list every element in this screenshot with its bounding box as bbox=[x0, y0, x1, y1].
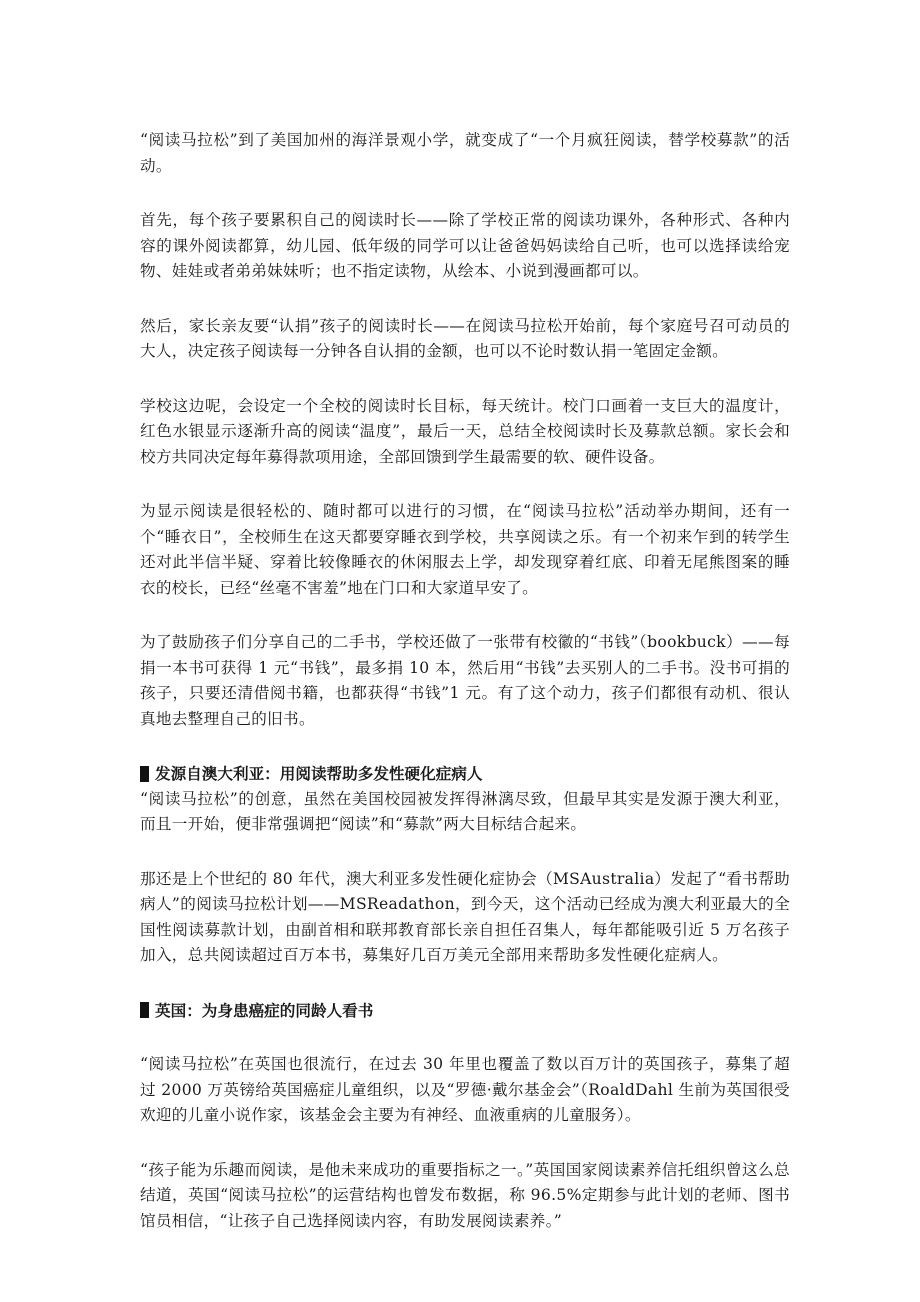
paragraph-intro: “阅读马拉松”到了美国加州的海洋景观小学，就变成了“一个月疯狂阅读，替学校募款”的活动。 bbox=[140, 131, 790, 175]
paragraph-literacy-trust: “孩子能为乐趣而阅读，是他未来成功的重要指标之一。”英国国家阅读素养信托组织曾这么总结道，英国“阅读马拉松”的运营结构也曾发布数据，称 96.5%定期参与此计划的老师、图书馆员相信，“让孩子自己选择阅读内容，有助发展阅读素养。” bbox=[140, 1160, 790, 1230]
paragraph-school-goal: 学校这边呢，会设定一个全校的阅读时长目标，每天统计。校门口画着一支巨大的温度计，红色水银显示逐渐升高的阅读“温度”，最后一天，总结全校阅读时长及募款总额。家长会和校方共同决定每年募得款项用途，全部回馈到学生最需要的软、硬件设备。 bbox=[140, 396, 790, 466]
section-heading-uk bbox=[140, 998, 790, 1024]
section-marker-icon bbox=[140, 766, 149, 782]
paragraph-pajama-day: 为显示阅读是很轻松的、随时都可以进行的习惯，在“阅读马拉松”活动举办期间，还有一个“睡衣日”，全校师生在这天都要穿睡衣到学校，共享阅读之乐。有一个初来乍到的转学生还对此半信半疑、穿着比较像睡衣的休闲服去上学，却发现穿着红底、印着无尾熊图案的睡衣的校长，已经“丝毫不害羞”地在门口和大家道早安了。 bbox=[140, 502, 790, 597]
article-body bbox=[140, 128, 790, 1234]
paragraph-pledge: 然后，家长亲友要“认捐”孩子的阅读时长——在阅读马拉松开始前，每个家庭号召可动员的大人，决定孩子阅读每一分钟各自认捐的金额，也可以不论时数认捐一笔固定金额。 bbox=[140, 316, 790, 360]
paragraph-uk-popularity: “阅读马拉松”在英国也很流行，在过去 30 年里也覆盖了数以百万计的英国孩子，募集了超过 2000 万英镑给英国癌症儿童组织，以及“罗德·戴尔基金会”（RoaldDahl 生前为英国很受欢迎的儿童小说作家，该基金会主要为有神经、血液重病的儿童服务）。 bbox=[140, 1055, 790, 1124]
paragraph-bookbuck: 为了鼓励孩子们分享自己的二手书，学校还做了一张带有校徽的“书钱”（bookbuck）——每捐一本书可获得 1 元“书钱”，最多捐 10 本，然后用“书钱”去买别人的二手书。没书可捐的孩子，只要还清借阅书籍，也都获得“书钱”1 元。有了这个动力，孩子们都很有动机、很认真地去整理自己的旧书。 bbox=[140, 633, 790, 728]
paragraph-reading-time: 首先，每个孩子要累积自己的阅读时长——除了学校正常的阅读功课外，各种形式、各种内容的课外阅读都算，幼儿园、低年级的同学可以让爸爸妈妈读给自己听，也可以选择读给宠物、娃娃或者弟弟妹妹听；也不指定读物，从绘本、小说到漫画都可以。 bbox=[140, 211, 790, 280]
paragraph-origin: “阅读马拉松”的创意，虽然在美国校园被发挥得淋漓尽致，但最早其实是发源于澳大利亚，而且一开始，便非常强调把“阅读”和“募款”两大目标结合起来。 bbox=[140, 789, 790, 833]
section-marker-icon bbox=[140, 1002, 149, 1018]
section-heading-text: 发源自澳大利亚：用阅读帮助多发性硬化症病人 bbox=[155, 764, 483, 783]
paragraph-msreadathon: 那还是上个世纪的 80 年代，澳大利亚多发性硬化症协会（MSAustralia）发起了“看书帮助病人”的阅读马拉松计划——MSReadathon，到今天，这个活动已经成为澳大利亚最大的全国性阅读募款计划，由副首相和联邦教育部长亲自担任召集人，每年都能吸引近 5 万名孩子加入，总共阅读超过百万本书，募集好几百万美元全部用来帮助多发性硬化症病人。 bbox=[140, 869, 790, 964]
section-heading-text: 英国：为身患癌症的同龄人看书 bbox=[155, 1000, 374, 1020]
section-heading-australia bbox=[140, 761, 790, 787]
